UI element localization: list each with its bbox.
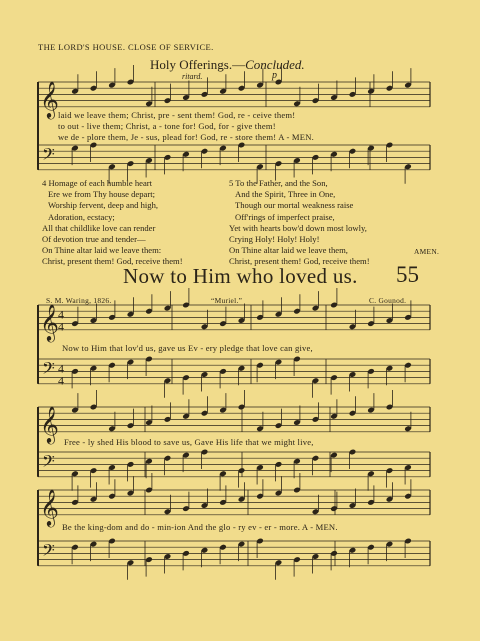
verse-4-line: On Thine altar laid we leave them: [42,245,162,256]
verse-5-line: Though our mortal weakness raise [235,200,354,211]
treble-clef: 𝄞 [40,79,60,118]
verse-4-line: Christ, present them! God, receive them! [42,256,183,267]
credit-tune: “Muriel.” [211,296,243,305]
section-title-concluded: Concluded. [245,57,305,72]
time-signature: 4 [58,307,64,322]
system1-lyric-1: laid we leave them; Christ, pre - sent them! God, re - ceive them! [58,110,296,120]
bass-clef: 𝄢 [42,358,55,382]
time-signature: 4 [58,319,64,334]
verse-4-line: All that childlike love can render [42,222,156,233]
verse-5-line: And the Spirit, Three in One, [235,189,336,200]
running-head: THE LORD'S HOUSE. CLOSE OF SERVICE. [38,42,214,52]
treble-clef: 𝄞 [40,487,60,526]
system1-lyric-2: to out - live them; Christ, a - tone for! God, for - give them! [58,121,276,131]
treble-clef: 𝄞 [40,302,60,341]
verse-5-line: Christ, present them! God, receive them! [229,256,370,267]
section-title-text: Holy Offerings.— [150,57,246,72]
verse-5-line: Yet with hearts bow'd down most lowly, [229,222,367,233]
verse-4-line: Worship fervent, deep and high, [48,200,159,211]
hymn-lyric-line-2: Free - ly shed His blood to save us, Gave His life that we might live, [64,437,314,447]
time-signature: 4 [58,373,64,388]
time-signature: 4 [58,361,64,376]
verse-4-line: 4 Homage of each humble heart [42,178,153,188]
verse-4-line: Ere we from Thy house depart; [48,189,155,200]
credit-author: S. M. Waring, 1826. [46,296,112,305]
ritard-mark: ritard. [182,72,203,81]
bass-clef: 𝄢 [42,144,55,168]
verse-4-line: Adoration, ecstacy; [48,211,115,222]
verse-5-line: Off'rings of imperfect praise, [235,211,335,222]
hymn-number: 55 [396,262,419,287]
treble-clef: 𝄞 [40,404,60,443]
hymn-lyric-line-3: Be the king-dom and do - min-ion And the glo - ry ev - er - more. A - MEN. [62,522,338,532]
piano-mark: p [272,70,277,81]
verse-5-line: 5 To the Father, and the Son, [229,178,328,188]
bass-clef: 𝄢 [42,540,55,564]
verse-5-line: Crying Holy! Holy! Holy! [229,234,320,245]
system1-lyric-3: we de - plore them, Je - sus, plead for! God, re - store them! A - MEN. [58,132,314,142]
verse-5-line: On Thine altar laid we leave them, [229,245,348,256]
verse-4-line: Of devotion true and tender— [42,234,146,245]
hymn-lyric-line-1: Now to Him that lov'd us, gave us Ev - ery pledge that love can give, [62,343,313,353]
verse-amen: AMEN. [414,247,440,256]
credit-composer: C. Gounod. [369,296,407,305]
hymn-title: Now to Him who loved us. [123,264,358,288]
bass-clef: 𝄢 [42,451,55,475]
